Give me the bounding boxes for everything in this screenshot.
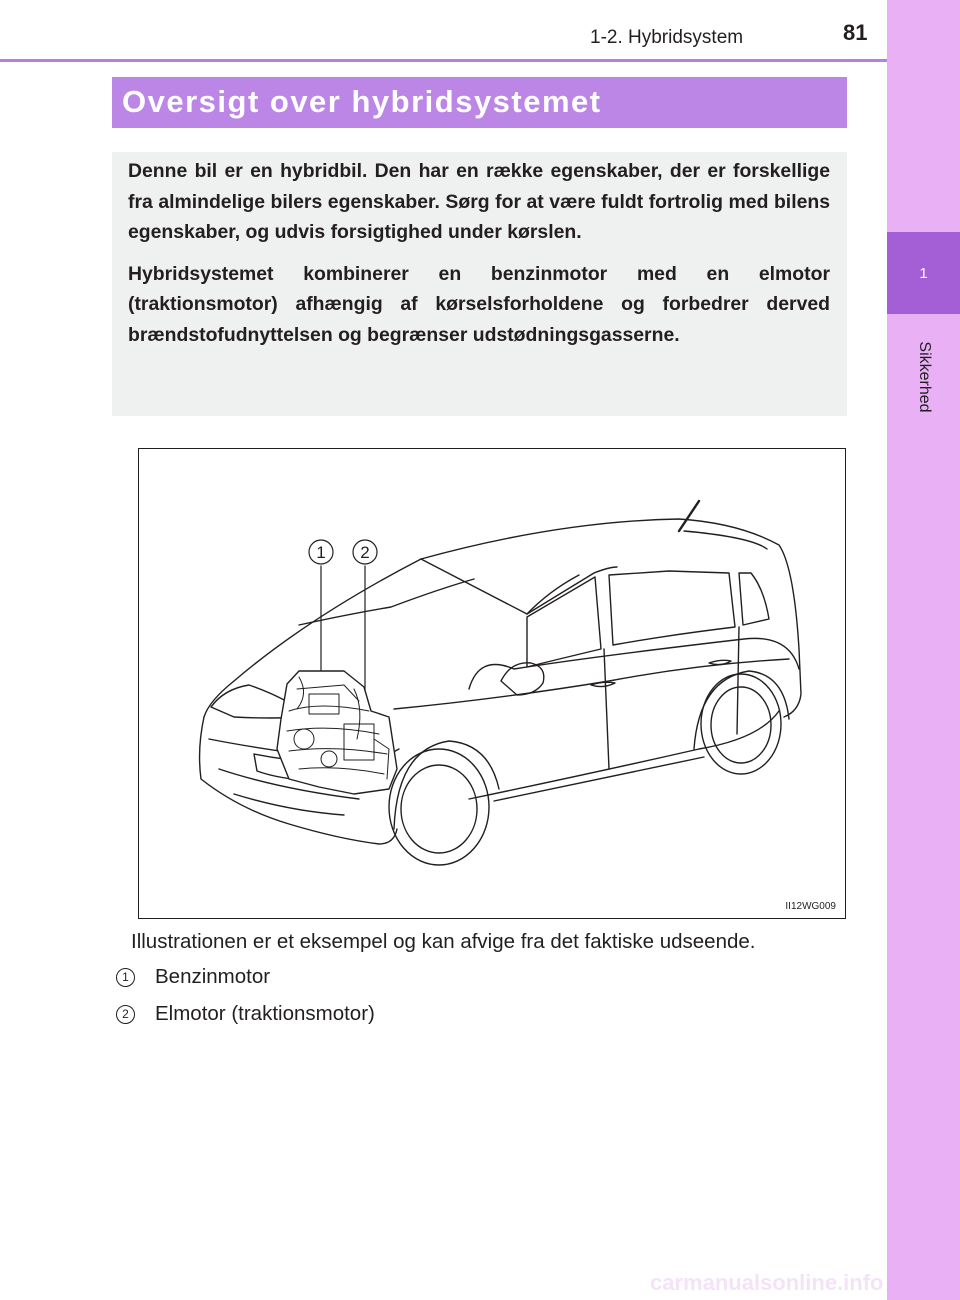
side-tab-strip [887,0,960,1300]
car-illustration [138,448,846,919]
callout-2: 2 [360,543,370,562]
figure-caption: Illustrationen er et eksempel og kan afvige fra det faktiske udseende. [131,930,756,953]
watermark: carmanualsonline.info [650,1270,884,1295]
legend-number-2: 2 [116,1005,135,1024]
figure-code: II12WG009 [785,901,836,912]
callouts-layer [139,449,846,919]
page-number: 81 [843,20,868,45]
legend-label-1: Benzinmotor [155,965,271,988]
section-title-bar [112,77,847,128]
header-divider [0,59,887,62]
section-title: Oversigt over hybridsystemet [122,84,602,119]
chapter-name-tab [887,322,960,432]
callout-1: 1 [316,543,326,562]
intro-paragraph-1: Denne bil er en hybridbil. Den har en række egenskaber, der er forskellige fra almindelige bilers egenskaber. Sørg for at være fuldt fortrolig med bilens egenskaber, og udvis forsigtighed under kørslen. [128,160,830,243]
header-section-title: 1-2. Hybridsystem [590,27,744,48]
legend-item-2 [116,1002,375,1026]
legend-label-2: Elmotor (traktionsmotor) [155,1002,375,1025]
legend-number-1: 1 [116,968,135,987]
chapter-number-tab[interactable] [887,232,960,314]
legend-item-1 [116,965,270,989]
intro-box [112,152,847,416]
chapter-name: Sikkerhed [915,341,933,413]
intro-paragraph-2: Hybridsystemet kombinerer en benzinmotor med en elmotor (traktionsmotor) afhængig af kørselsforholdene og forbedrer derved brændstofudnyttelsen og begrænser udstødningsgasserne. [128,262,830,346]
chapter-number: 1 [919,264,928,282]
